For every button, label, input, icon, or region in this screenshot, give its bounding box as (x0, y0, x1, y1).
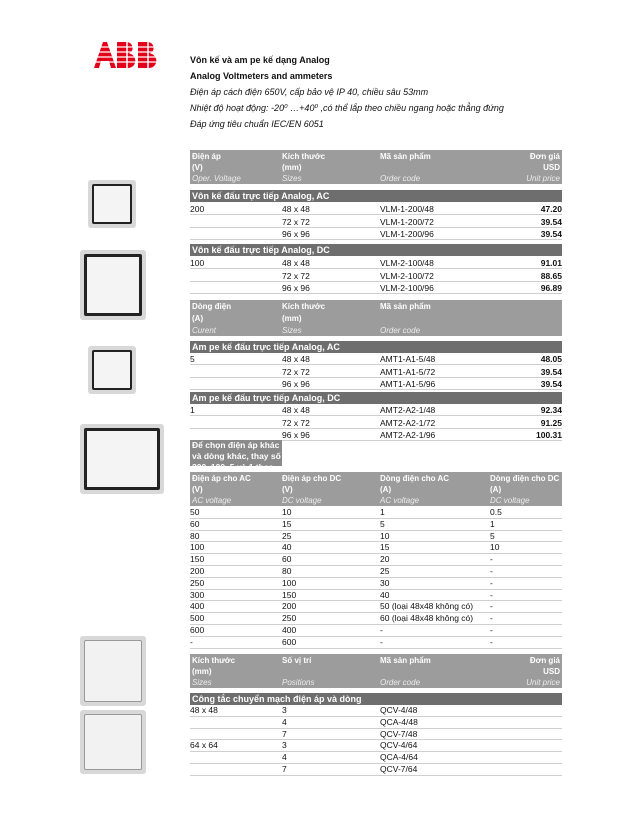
table-cell: - (380, 636, 383, 647)
table-row (190, 270, 562, 282)
table-cell: 96 x 96 (282, 379, 310, 389)
table-row (190, 507, 562, 519)
table-cell: 200 (190, 566, 205, 576)
hdr-code-en: Order code (380, 174, 421, 183)
voltmeter-dc-image (80, 250, 146, 320)
table-row (190, 228, 562, 240)
table-cell: 48 x 48 (190, 705, 218, 715)
section-switch: Công tắc chuyển mạch điện áp và dòng (190, 693, 562, 705)
hdr-ac-current-unit: (A) (380, 485, 392, 494)
hdr-voltage: Điện áp (192, 152, 221, 161)
ammeter-dc-image (80, 424, 164, 494)
table-cell: - (490, 577, 493, 588)
table-cell: 88.65 (540, 270, 562, 281)
hdr-dc-voltage: Điện áp cho DC (282, 474, 342, 483)
table-cell: 10 (490, 542, 500, 553)
current-table-header (190, 300, 562, 336)
switch-48-image (80, 636, 146, 706)
table-row (190, 601, 562, 613)
table-row (190, 740, 562, 752)
table-cell: 96 x 96 (282, 229, 310, 239)
hdr-size: Kích thước (282, 152, 326, 161)
table-cell: - (490, 636, 493, 647)
range-table-header (190, 472, 562, 506)
table-cell: 47.20 (540, 204, 562, 214)
table-cell: 7 (282, 764, 287, 774)
table-cell: 48 x 48 (282, 204, 310, 214)
hdr-ac-current-en: AC voltage (380, 496, 420, 505)
table-cell: VLM-2-100/48 (380, 258, 434, 268)
table-row (190, 554, 562, 566)
table-cell: QCA-4/48 (380, 716, 418, 727)
table-cell: 7 (282, 728, 287, 739)
table-cell: 25 (380, 566, 390, 576)
table-cell: 40 (380, 589, 390, 600)
table-row (190, 519, 562, 531)
table-cell: 60 (282, 554, 292, 565)
table-cell: AMT1-A1-5/72 (380, 366, 436, 377)
table-row (190, 705, 562, 717)
table-row (190, 257, 562, 269)
table-cell: 4 (282, 752, 287, 763)
hdr-sw-size-en: Sizes (192, 678, 212, 687)
table-cell: AMT1-A1-5/48 (380, 354, 436, 364)
table-cell: AMT2-A2-1/72 (380, 417, 436, 428)
hdr-sw-price-en: Unit price (526, 678, 560, 687)
table-cell: 72 x 72 (282, 417, 310, 428)
table-cell: 250 (190, 577, 205, 588)
table-cell: VLM-1-200/72 (380, 216, 434, 227)
hdr-code: Mã sản phẩm (380, 152, 431, 161)
section-ammeter-dc: Am pe kế đấu trực tiếp Analog, DC (190, 392, 562, 404)
table-cell: VLM-2-100/72 (380, 270, 434, 281)
table-cell: - (490, 613, 493, 624)
hdr-sw-code-en: Order code (380, 678, 421, 687)
table-cell: 400 (190, 601, 205, 612)
table-row (190, 531, 562, 543)
table-cell: VLM-1-200/48 (380, 204, 434, 214)
table-cell: 30 (380, 577, 390, 588)
title-vi: Vôn kế và am pe kế dạng Analog (190, 55, 330, 65)
table-cell: 100 (190, 258, 205, 268)
hdr-size2: Kích thước (282, 302, 326, 311)
hdr-sw-price-unit: USD (543, 667, 560, 676)
table-cell: 500 (190, 613, 205, 624)
selection-note: Để chọn điện áp khác và dòng khác, thay số 200, 100, 5 và 1 theo (192, 440, 281, 472)
table-row (190, 216, 562, 228)
hdr-ac-voltage-unit: (V) (192, 485, 203, 494)
abb-logo (94, 42, 160, 68)
table-cell: 0.5 (490, 507, 502, 517)
table-cell: QCV-4/48 (380, 705, 418, 715)
table-cell: 600 (282, 636, 297, 647)
switch-table-header (190, 654, 562, 688)
hdr-code2: Mã sản phẩm (380, 302, 431, 311)
table-cell: 48 x 48 (282, 405, 310, 415)
table-cell: 1 (190, 405, 195, 415)
table-cell: 5 (490, 530, 495, 541)
table-row (190, 613, 562, 625)
section-ammeter-ac: Am pe kế đấu trực tiếp Analog, AC (190, 341, 562, 353)
table-cell: 200 (190, 204, 205, 214)
table-cell: 3 (282, 705, 287, 715)
table-cell: 3 (282, 740, 287, 751)
table-cell: - (490, 625, 493, 635)
table-cell: 91.01 (540, 258, 562, 268)
table-row (190, 353, 562, 365)
table-row (190, 625, 562, 637)
spec-standard: Đáp ứng tiêu chuẩn IEC/EN 6051 (190, 119, 324, 129)
table-cell: 100 (282, 577, 297, 588)
hdr-size-unit: (mm) (282, 163, 302, 172)
table-cell: 25 (282, 530, 292, 541)
table-cell: - (490, 589, 493, 600)
table-row (190, 590, 562, 602)
table-row (190, 203, 562, 215)
table-cell: - (490, 566, 493, 576)
intro-block (190, 52, 630, 132)
table-cell: 20 (380, 554, 390, 565)
hdr-code2-en: Order code (380, 326, 421, 335)
table-cell: 80 (282, 566, 292, 576)
table-cell: - (490, 554, 493, 565)
spec-insulation: Điện áp cách điện 650V, cấp bảo vệ IP 40, chiều sâu 53mm (190, 87, 429, 97)
table-cell: AMT1-A1-5/96 (380, 379, 436, 389)
hdr-ac-voltage: Điện áp cho AC (192, 474, 251, 483)
table-cell: 48.05 (540, 354, 562, 364)
table-cell: 48 x 48 (282, 258, 310, 268)
table-cell: 96 x 96 (282, 430, 310, 440)
table-row (190, 417, 562, 429)
table-cell: 39.54 (540, 379, 562, 389)
table-cell: VLM-2-100/96 (380, 283, 434, 293)
hdr-dc-current-en: DC voltage (490, 496, 530, 505)
hdr-sw-size-unit: (mm) (192, 667, 212, 676)
section-voltmeter-dc: Vôn kế đấu trực tiếp Analog, DC (190, 244, 562, 256)
hdr-sw-positions-en: Positions (282, 678, 315, 687)
table-cell: 1 (490, 518, 495, 529)
table-row (190, 378, 562, 390)
table-cell: 96.89 (540, 283, 562, 293)
hdr-sw-price: Đơn giá (529, 656, 560, 665)
table-cell: 600 (190, 625, 205, 635)
table-cell: - (490, 601, 493, 612)
hdr-voltage-unit: (V) (192, 163, 203, 172)
table-cell: 92.34 (540, 405, 562, 415)
table-cell: 400 (282, 625, 297, 635)
table-cell: 100.31 (536, 430, 562, 440)
table-cell: QCV-7/64 (380, 764, 418, 774)
ammeter-ac-image (88, 346, 136, 394)
table-cell: AMT2-A2-1/48 (380, 405, 436, 415)
table-cell: 5 (190, 354, 195, 364)
table-row (190, 729, 562, 741)
spec-temperature: Nhiệt độ hoạt động: -20⁰ …+40⁰ ,có thể lắp theo chiều ngang hoặc thẳng đứng (190, 103, 504, 113)
table-cell: 39.54 (540, 229, 562, 239)
table-row (190, 578, 562, 590)
hdr-price-unit: USD (543, 163, 560, 172)
table-row (190, 717, 562, 729)
table-cell: QCA-4/64 (380, 752, 418, 763)
table-cell: QCV-4/64 (380, 740, 418, 751)
table-cell: QCV-7/48 (380, 728, 418, 739)
table-cell: 50 (190, 507, 200, 517)
table-cell: 15 (282, 518, 292, 529)
section-voltmeter-ac: Vôn kế đấu trực tiếp Analog, AC (190, 190, 562, 202)
hdr-sw-positions: Số vị trí (282, 656, 312, 665)
hdr-size2-en: Sizes (282, 326, 302, 335)
table-cell: 10 (380, 530, 390, 541)
table-cell: 150 (282, 589, 297, 600)
hdr-dc-voltage-en: DC voltage (282, 496, 322, 505)
table-row (190, 566, 562, 578)
table-row (190, 542, 562, 554)
hdr-current-unit: (A) (192, 314, 204, 323)
table-cell: 150 (190, 554, 205, 565)
table-cell: 5 (380, 518, 385, 529)
hdr-dc-voltage-unit: (V) (282, 485, 293, 494)
table-cell: 10 (282, 507, 292, 517)
hdr-size2-unit: (mm) (282, 314, 302, 323)
table-cell: AMT2-A2-1/96 (380, 430, 436, 440)
table-cell: 39.54 (540, 216, 562, 227)
table-cell: 300 (190, 589, 205, 600)
table-row (190, 752, 562, 764)
hdr-current: Dòng điện (192, 302, 232, 311)
switch-64-image (80, 710, 146, 774)
table-row (190, 637, 562, 649)
table-cell: 48 x 48 (282, 354, 310, 364)
table-cell: 60 (loại 48x48 không có) (380, 613, 474, 624)
hdr-current-en: Curent (192, 326, 217, 335)
table-cell: 100 (190, 542, 205, 553)
table-cell: 250 (282, 613, 297, 624)
hdr-ac-current: Dòng điện cho AC (380, 474, 450, 483)
table-cell: 91.25 (540, 417, 562, 428)
hdr-dc-current: Dòng điện cho DC (490, 474, 560, 483)
table-row (190, 404, 562, 416)
meter-table-header (190, 150, 562, 184)
table-cell: 72 x 72 (282, 366, 310, 377)
table-cell: 15 (380, 542, 390, 553)
table-cell: 200 (282, 601, 297, 612)
table-cell: 80 (190, 530, 200, 541)
table-cell: - (380, 625, 383, 635)
hdr-dc-current-unit: (A) (490, 485, 502, 494)
table-cell: 64 x 64 (190, 740, 218, 751)
hdr-voltage-en: Oper. Voltage (192, 174, 241, 183)
table-row (190, 282, 562, 294)
table-cell: VLM-1-200/96 (380, 229, 434, 239)
hdr-ac-voltage-en: AC voltage (192, 496, 232, 505)
table-cell: 1 (380, 507, 385, 517)
table-cell: - (190, 636, 193, 647)
hdr-size-en: Sizes (282, 174, 302, 183)
table-cell: 40 (282, 542, 292, 553)
hdr-price: Đơn giá (529, 152, 560, 161)
voltmeter-ac-image (88, 180, 136, 228)
table-cell: 39.54 (540, 366, 562, 377)
table-row (190, 366, 562, 378)
title-en: Analog Voltmeters and ammeters (190, 71, 333, 81)
table-cell: 50 (loại 48x48 không có) (380, 601, 474, 612)
table-cell: 72 x 72 (282, 216, 310, 227)
table-cell: 4 (282, 716, 287, 727)
hdr-sw-code: Mã sản phẩm (380, 656, 431, 665)
table-row (190, 764, 562, 776)
table-cell: 96 x 96 (282, 283, 310, 293)
hdr-price-en: Unit price (526, 174, 560, 183)
hdr-sw-size: Kích thước (192, 656, 236, 665)
table-cell: 72 x 72 (282, 270, 310, 281)
table-cell: 60 (190, 518, 200, 529)
